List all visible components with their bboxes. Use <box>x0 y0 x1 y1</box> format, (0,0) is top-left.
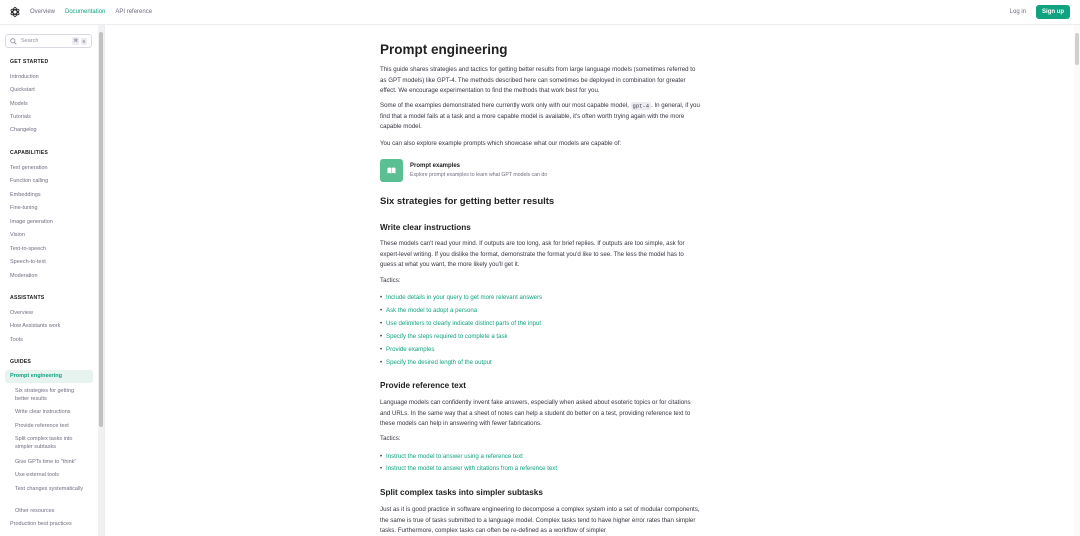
tactic-answer-with-citations[interactable]: • Instruct the model to answer with citations from a reference text <box>386 465 557 472</box>
sidebar-item-production-best-practices[interactable]: Production best practices <box>10 521 72 527</box>
sidebar-subitem-provide-reference-text[interactable]: Provide reference text <box>15 423 69 429</box>
split-tasks-heading: Split complex tasks into simpler subtasks <box>380 488 543 497</box>
sidebar-item-introduction[interactable]: Introduction <box>10 74 39 80</box>
search-placeholder: Search <box>21 38 39 44</box>
shortcut-key-k: K <box>82 38 86 44</box>
page-scrollbar-track[interactable] <box>1074 25 1080 536</box>
sidebar-subitem-use-external-tools[interactable]: Use external tools <box>15 472 60 478</box>
section-guides: GUIDES <box>10 359 32 365</box>
nav-api-reference[interactable]: API reference <box>115 9 153 15</box>
sidebar-item-text-to-speech[interactable]: Text-to-speech <box>10 246 47 252</box>
top-navigation-bar <box>0 0 1080 25</box>
write-clear-instructions-heading: Write clear instructions <box>380 223 471 232</box>
sidebar-subitem-other-resources[interactable]: Other resources <box>15 508 55 514</box>
sidebar-item-fine-tuning[interactable]: Fine-tuning <box>10 205 38 211</box>
sidebar-item-moderation[interactable]: Moderation <box>10 273 38 279</box>
tactic-answer-using-reference[interactable]: • Instruct the model to answer using a reference text <box>386 453 523 460</box>
sidebar-scrollbar-thumb[interactable] <box>99 32 103 427</box>
tactic-provide-examples[interactable]: • Provide examples <box>386 346 434 353</box>
sidebar-item-assistants-overview[interactable]: Overview <box>10 310 33 316</box>
tactics-label-1: Tactics: <box>380 277 401 284</box>
sidebar-item-image-generation[interactable]: Image generation <box>10 219 53 225</box>
sidebar-item-speech-to-text[interactable]: Speech-to-text <box>10 259 46 265</box>
intro-paragraph: This guide shares strategies and tactics for getting better results from large language models (sometimes referred to as GPT models) like GPT-4. The methods described here can sometimes be deployed in combination for greater effect. We encourage experimentation to find the methods that work best for you. <box>380 66 696 95</box>
card-title: Prompt examples <box>410 163 461 169</box>
tactic-use-delimiters[interactable]: • Use delimiters to clearly indicate distinct parts of the input <box>386 320 541 327</box>
card-description: Explore prompt examples to learn what GPT models can do <box>410 172 548 178</box>
sidebar-subitem-six-strategies[interactable]: Six strategies for getting better results <box>15 388 75 403</box>
nav-overview[interactable]: Overview <box>30 9 56 15</box>
tactics-label-2: Tactics: <box>380 435 401 442</box>
nav-documentation[interactable]: Documentation <box>65 9 106 15</box>
explore-paragraph: You can also explore example prompts which showcase what our models are capable of: <box>380 140 622 147</box>
page-title: Prompt engineering <box>380 42 508 57</box>
provide-reference-text-body: Language models can confidently invent fake answers, especially when asked about esoteric topics or for citations and URLs. In the same way that a sheet of notes can help a student do better on a test, providing reference text to these models can help in answering with fewer fabrications. <box>380 399 691 428</box>
search-input[interactable] <box>5 34 92 48</box>
page-scrollbar-thumb[interactable] <box>1075 33 1079 65</box>
section-get-started: GET STARTED <box>10 59 49 65</box>
sidebar-item-how-assistants-work[interactable]: How Assistants work <box>10 323 61 329</box>
sidebar-item-function-calling[interactable]: Function calling <box>10 178 49 184</box>
sidebar-subitem-write-clear-instructions[interactable]: Write clear instructions <box>15 409 71 415</box>
examples-note-text-a: Some of the examples demonstrated here currently work only with our most capable model, <box>380 102 629 109</box>
sidebar-item-models[interactable]: Models <box>10 101 28 107</box>
shortcut-key-cmd: ⌘ <box>73 38 78 43</box>
examples-note-text-b: . In general, if you find that a model fails at a task and a more capable model is available, it's often worth trying again with the more capable model. <box>380 102 700 131</box>
signup-button[interactable]: Sign up <box>1036 5 1070 19</box>
sidebar-item-vision[interactable]: Vision <box>10 232 25 238</box>
write-clear-instructions-body: These models can't read your mind. If outputs are too long, ask for brief replies. If outputs are too simple, ask for expert-level writing. If you dislike the format, demonstrate the format you'd like to see. The less the model has to guess at what you want, the more likely you'll get it. <box>380 240 685 269</box>
search-icon <box>10 38 17 45</box>
provide-reference-text-heading: Provide reference text <box>380 381 467 390</box>
sidebar-item-text-generation[interactable]: Text generation <box>10 165 48 171</box>
sidebar-subitem-test-changes[interactable]: Test changes systematically <box>15 486 84 492</box>
book-icon <box>380 159 403 182</box>
sidebar-subitem-give-gpts-time[interactable]: Give GPTs time to "think" <box>15 459 77 465</box>
tactic-specify-steps[interactable]: • Specify the steps required to complete a task <box>386 333 508 340</box>
examples-note-paragraph <box>380 101 700 133</box>
prompt-examples-card[interactable] <box>380 159 547 182</box>
tactic-specify-length[interactable]: • Specify the desired length of the output <box>386 359 492 366</box>
model-code: gpt-4 <box>632 102 650 109</box>
tactic-adopt-persona[interactable]: • Ask the model to adopt a persona <box>386 307 477 314</box>
tactic-include-details[interactable]: • Include details in your query to get more relevant answers <box>386 294 542 301</box>
split-tasks-body: Just as it is good practice in software engineering to decompose a complex system into a set of modular components, the same is true of tasks submitted to a language model. Complex tasks tend to have higher error rates than simpler tasks. Furthermore, complex tasks can often be re-defined as a workflow of simpler <box>380 506 700 535</box>
sidebar-divider <box>104 25 105 536</box>
sidebar-item-tools[interactable]: Tools <box>10 337 23 343</box>
sidebar <box>0 25 98 536</box>
sidebar-item-changelog[interactable]: Changelog <box>10 127 37 133</box>
sidebar-item-prompt-engineering[interactable]: Prompt engineering <box>5 370 93 383</box>
openai-logo-icon[interactable] <box>9 6 21 18</box>
sidebar-item-embeddings[interactable]: Embeddings <box>10 192 41 198</box>
sidebar-subitem-split-complex-tasks[interactable]: Split complex tasks into simpler subtasks <box>15 436 73 451</box>
sidebar-item-tutorials[interactable]: Tutorials <box>10 114 31 120</box>
main-content <box>380 25 700 536</box>
login-link[interactable]: Log in <box>1009 9 1026 15</box>
six-strategies-heading: Six strategies for getting better results <box>380 196 555 207</box>
section-capabilities: CAPABILITIES <box>10 150 49 156</box>
section-assistants: ASSISTANTS <box>10 295 45 301</box>
sidebar-item-quickstart[interactable]: Quickstart <box>10 87 35 93</box>
